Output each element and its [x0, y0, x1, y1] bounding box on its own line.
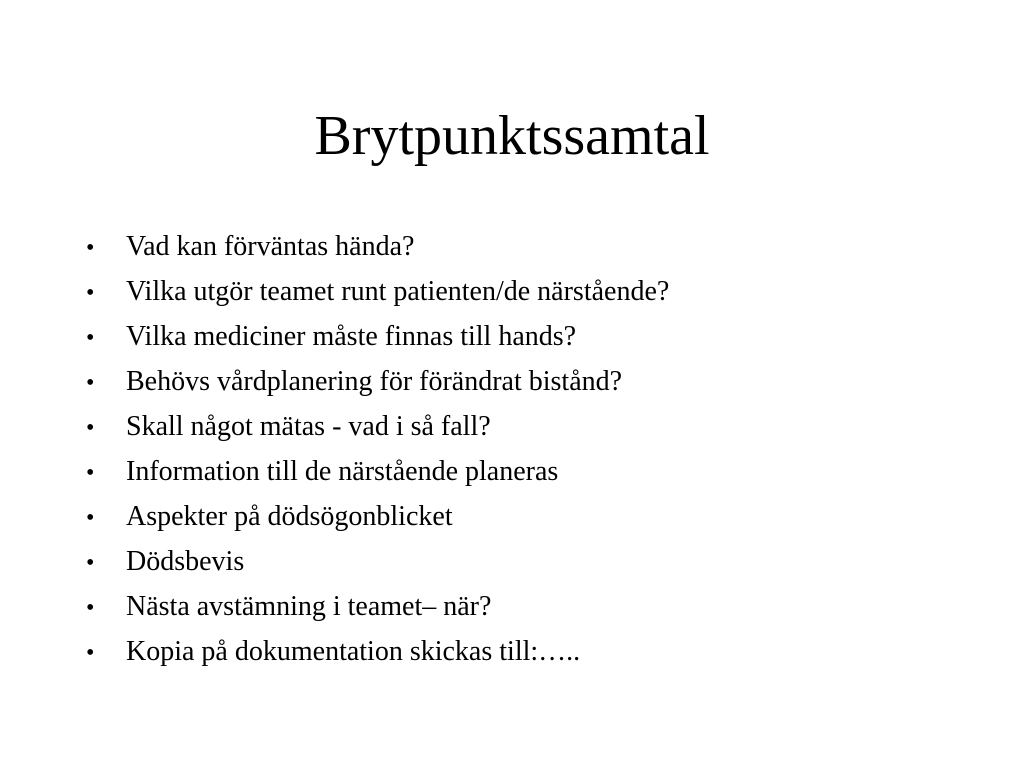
slide-title: Brytpunktssamtal — [314, 105, 710, 167]
bullet-icon: • — [86, 325, 95, 351]
bullet-item — [86, 629, 986, 674]
bullet-text: Kopia på dokumentation skickas till:….. — [126, 636, 581, 667]
bullet-text: Behövs vårdplanering för förändrat bistånd? — [126, 366, 623, 397]
bullet-item — [86, 269, 986, 314]
bullet-text: Skall något mätas - vad i så fall? — [126, 411, 491, 442]
bullet-icon: • — [86, 370, 95, 396]
bullet-list — [86, 224, 986, 674]
bullet-icon: • — [86, 595, 95, 621]
bullet-text: Information till de närstående planeras — [126, 456, 559, 487]
bullet-icon: • — [86, 640, 95, 666]
bullet-item — [86, 404, 986, 449]
bullet-text: Vilka mediciner måste finnas till hands? — [126, 321, 577, 352]
bullet-text: Dödsbevis — [126, 546, 245, 577]
bullet-item — [86, 584, 986, 629]
bullet-text: Vad kan förväntas hända? — [126, 231, 415, 262]
bullet-icon: • — [86, 550, 95, 576]
bullet-item — [86, 314, 986, 359]
bullet-icon: • — [86, 280, 95, 306]
bullet-item — [86, 449, 986, 494]
bullet-item — [86, 539, 986, 584]
bullet-icon: • — [86, 415, 95, 441]
bullet-text: Nästa avstämning i teamet– när? — [126, 591, 492, 622]
bullet-item — [86, 224, 986, 269]
bullet-text: Vilka utgör teamet runt patienten/de närstående? — [126, 276, 670, 307]
bullet-item — [86, 359, 986, 404]
bullet-item — [86, 494, 986, 539]
bullet-icon: • — [86, 460, 95, 486]
bullet-text: Aspekter på dödsögonblicket — [126, 501, 453, 532]
bullet-icon: • — [86, 235, 95, 261]
bullet-icon: • — [86, 505, 95, 531]
